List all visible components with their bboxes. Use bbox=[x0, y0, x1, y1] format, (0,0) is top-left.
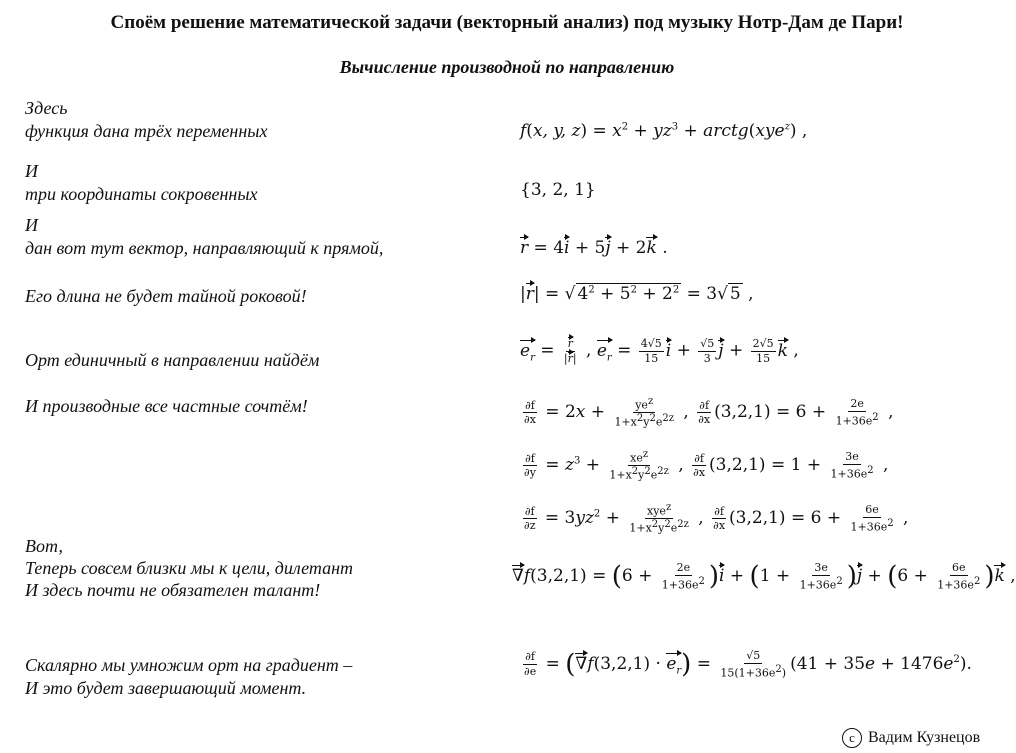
verse-line-14: И это будет завершающий момент. bbox=[25, 678, 307, 698]
formula-length: |r| = √ $4^2 + 5^2 + 2^2 = 3√$ 5 , bbox=[520, 284, 754, 304]
page-title: Споём решение математической задачи (векторный анализ) под музыку Нотр-Дам де Пари! bbox=[110, 12, 904, 33]
formula-function: f(x, y, $z) = x^2 + yz^3$ + arctg(xye$^z$) , bbox=[520, 121, 808, 141]
formula-result: $\frac{\partial f}{\partial e}$ = $(\nabla f(3,2,1) \cdot e_r)$ = $\frac{√5}{15(1+36e^2)}$ $(41 + 35e + 1476e^2)$. bbox=[524, 649, 972, 680]
verse-line-12: И здесь почти не обязателен талант! bbox=[25, 580, 321, 600]
verse-line-2: функция дана трёх переменных bbox=[25, 121, 268, 141]
formula-dfdy: $\frac{\partial f}{\partial y}$ = $z^3$ + $xe^z$ $1+x^2y^2e^{2z}$ , $\frac{\partial f}{\partial x}$ (3,2,1) = 1 + $\frac{3e}{1+36e^2}$ , bbox=[524, 449, 889, 482]
formula-gradient: ∇f(3,2,1) = (6 + $\frac{2e}{1+36e^2}$ )i + (1 + $\frac{3e}{1+36e^2}$ )j + (6 + $\frac{6e}{1+36e^2}$ )k , bbox=[512, 561, 1016, 592]
verse-line-10: Вот, bbox=[25, 536, 63, 556]
formula-dfdz: $\frac{\partial f}{\partial z}$ = $3yz^2$ + xye$^z$ $1+x^2y^2e^{2z}$ , $\frac{\partial f}{\partial x}$ (3,2,1) = 6 + $\frac{6e}{1+36e^2}$ , bbox=[524, 502, 909, 535]
verse-line-5: И bbox=[25, 215, 38, 235]
verse-line-1: Здесь bbox=[25, 98, 68, 118]
author-name: Вадим Кузнецов bbox=[868, 729, 981, 746]
verse-line-9: И производные все частные сочтём! bbox=[25, 396, 308, 416]
verse-line-11: Теперь совсем близки мы к цели, дилетант bbox=[25, 558, 354, 578]
page-subtitle: Вычисление производной по направлению bbox=[339, 57, 675, 77]
verse-line-7: Его длина не будет тайной роковой! bbox=[25, 286, 307, 306]
formula-unit-vector: $e_r$ = $\frac{r}{|r|}$ , $e_r$ = $\frac{4√5}{15}$ i + $\frac{√5}{3}$ j + $\frac{2√5}{15}$ k , bbox=[520, 337, 799, 365]
verse-line-13: Скалярно мы умножим орт на градиент – bbox=[25, 655, 353, 675]
verse-line-4: три координаты сокровенных bbox=[25, 184, 258, 204]
formula-vector: r = 4i + 5j + 2k . bbox=[520, 238, 668, 258]
author-signature bbox=[842, 728, 980, 748]
verse-line-3: И bbox=[25, 161, 38, 181]
verse-line-8: Орт единичный в направлении найдём bbox=[25, 350, 320, 370]
verse-line-6: дан вот тут вектор, направляющий к прямой, bbox=[25, 238, 384, 258]
formula-point: {3, 2, 1} bbox=[520, 180, 596, 200]
copyright-icon: c bbox=[842, 728, 862, 748]
formula-dfdx: $\frac{\partial f}{\partial x}$ = 2x + $ye^z$ $1+x^2y^2e^{2z}$ , $\frac{\partial f}{\partial x}$ (3,2,1) = 6 + $\frac{2e}{1+36e^2}$ , bbox=[524, 396, 894, 429]
